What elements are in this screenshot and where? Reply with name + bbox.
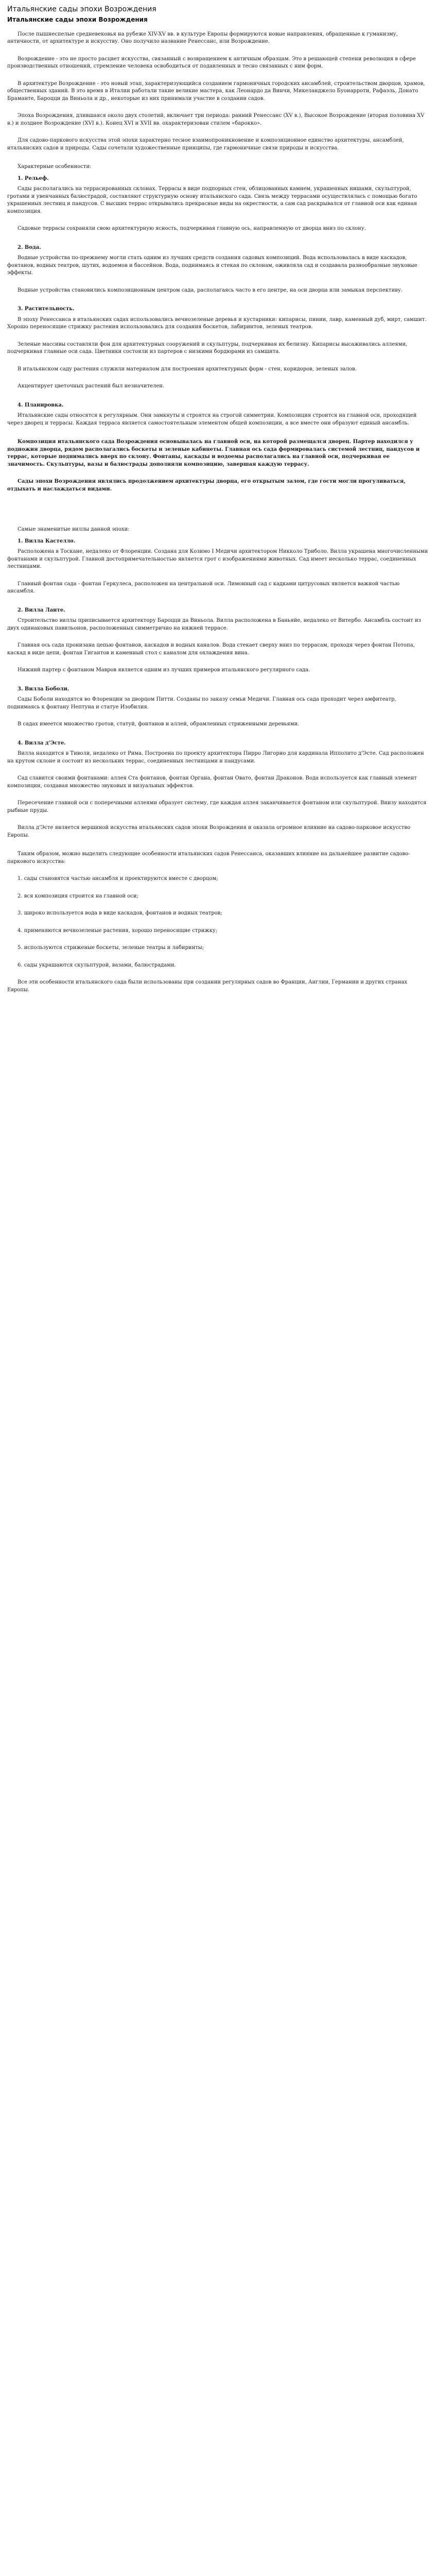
section-paragraph: Сады эпохи Возрождения являлись продолжением архитектуры дворца, его открытым залом, где гости могли прогуливаться, отдыхать и наслаждаться видами. [7, 479, 406, 492]
section-paragraph: В итальянском саду растения служили материалом для построения архитектурных форм - стен, коридоров, зеленых залов. [18, 366, 357, 372]
section-paragraph: Акцентирует цветочных растений был незначителен. [18, 383, 165, 389]
conclusion-item: 5. используются стриженые боскеты, зеленые театры и лабиринты; [18, 945, 204, 951]
section-paragraph: Садовые террасы сохраняли свою архитектурную ясность, подчеркивая главную ось, направленную от дворца вниз по склону. [18, 226, 366, 232]
section-relief [7, 175, 429, 233]
document-subtitle: Итальянские сады эпохи Возрождения [7, 16, 148, 24]
document-title: Итальянские сады эпохи Возрождения [7, 5, 156, 13]
villa-lante [7, 607, 429, 674]
final-paragraph: Все эти особенности итальянского сада были использованы при создании регулярных садов во Франции, Англии, Германии и других странах Европы. [7, 979, 408, 993]
intro-paragraph: Возрождение - это не просто расцвет искусства, связанный с возвращением к античным образцам. Это в решающей степени революция в сфере производственных отношений, стремление человека освободиться от подавленных и тесно связанных с ним форм. [7, 56, 416, 70]
section-composition [7, 438, 429, 493]
section-paragraph: В эпоху Ренессанса в итальянских садах использовались вечнозеленые деревья и кустарники: кипарисы, пинии, лавр, каменный дуб, мирт, самшит. Хорошо переносящие стрижку растения использовались для создания боскетов, лабиринтов, зеленых театров. [7, 316, 427, 330]
features-heading: Характерные особенности: [18, 164, 92, 170]
section-paragraph: Итальянские сады относятся к регулярным. Они замкнуты и строятся на строгой симметрии. Композиция строится на главной оси, проходящей через дворец и террасы. Каждая терраса является самостоятельным элементом общей композиции, а все вместе они образуют единый ансамбль. [7, 413, 417, 426]
villa-paragraph: Расположена в Тоскане, недалеко от Флоренции. Создана для Козимо I Медичи архитектором Никколо Триболо. Вилла украшена многочисленными фонтанами и скульптурой. Главной достопримечательностью является грот с изображениями животных. Сад имеет несколько террас, соединенных лестницами. [7, 549, 428, 570]
villa-paragraph: Главный фонтан сада - фонтан Геркулеса, расположен на центральной оси. Лимонный сад с кадками цитрусовых является важной частью ансамбля. [7, 581, 400, 595]
villa-paragraph: Вилла находится в Тиволи, недалеко от Рима. Построена по проекту архитектора Пирро Лигорио для кардинала Ипполито д'Эсте. Сад расположен на крутом склоне и состоит из нескольких террас, соединенных лестницами и пандусами. [7, 751, 424, 764]
intro-paragraph: В архитектуре Возрождение - это новый этап, характеризующийся созданием гармоничных городских ансамблей, строительством дворцов, храмов, общественных зданий. В это время в Италии работали такие великие мастера, как Леонардо да Винчи, Микеланджело Буонарроти, Рафаэль, Донато Браманте, Бароцци да Виньола и др., некоторые из них принимали участие в создании садов. [7, 80, 425, 101]
section-paragraph: Сады располагались на террасированных склонах. Террасы в виде подпорных стен, облицованных камнем, украшенных нишами, скульптурой, гротами и увенчанных балюстрадой, составляют структурную основу итальянского сада. Связь между террасами осуществлялась с помощью богато украшенных лестниц и пандусов. С высших террас открывались прекрасные виды на окрестности, а сам сад раскрывался от главной оси как единая композиция. [7, 186, 417, 214]
villa-heading: 4. Вилла д'Эсте. [18, 740, 66, 746]
section-heading: 3. Растительность. [18, 306, 75, 312]
examples-heading: Самые знаменитые виллы данной эпохи: [18, 527, 130, 533]
villa-paragraph: Нижний партер с фонтаном Мавров является одним из лучших примеров итальянского регулярного сада. [18, 667, 310, 673]
villa-castello [7, 538, 429, 596]
conclusion-item: 6. сады украшаются скульптурой, вазами, балюстрадами. [18, 962, 176, 968]
villa-paragraph: Сад славится своими фонтанами: аллея Ста фонтанов, фонтан Органа, фонтан Овато, фонтан Драконов. Вода используется как главный элемент композиции, создавая множество звуковых и визуальных эффектов. [7, 775, 417, 789]
section-paragraph: Зеленые массивы составляли фон для архитектурных сооружений и скульптуры, подчеркивая их белизну. Кипарисы высаживались аллеями, подчеркивая главные оси сада. Цветники состояли из партеров с низкими бордюрами из самшита. [7, 341, 408, 355]
section-paragraph: Водные устройства по-прежнему могли стать одним из лучших средств создания садовых композиций. Вода использовалась в виде каскадов, фонтанов, водных театров, шутих, водоемов и бассейнов. Вода, поднимаясь и стекая по склонам, оживляла сад и создавала разнообразные звуковые эффекты. [7, 255, 417, 276]
villa-paragraph: Главная ось сада пронизана цепью фонтанов, каскадов и водных каналов. Вода стекает сверху вниз по террасам, проходя через фонтан Потопа, каскад в виде цепи, фонтан Гигантов и каменный стол с каналом для охлаждения вина. [7, 642, 415, 656]
section-water [7, 244, 429, 295]
section-paragraph: Композиция итальянского сада Возрождения основывалась на главной оси, на которой размещался дворец. Партер находился у подножия дворца, рядом располагались боскеты и зеленые кабинеты. Главная ось сада формировалась системой лестниц, пандусов и террас, которые поднимались вверх по склону. Фонтаны, каскады и водоемы располагались на главной оси, подчеркивая ее значимость. Скульптуры, вазы и балюстрады дополняли композицию, завершая каждую террасу. [7, 439, 420, 467]
villa-paragraph: Пересечение главной оси с поперечными аллеями образует систему, где каждая аллея заканчивается фонтаном или скульптурой. Внизу находятся рыбные пруды. [7, 800, 427, 814]
villa-paragraph: Сады Боболи находятся во Флоренции за дворцом Питти. Созданы по заказу семьи Медичи. Главная ось сада проходит через амфитеатр, поднимаясь к фонтану Нептуна и статуе Изобилия. [7, 697, 396, 710]
conclusion-heading: Таким образом, можно выделить следующие особенности итальянских садов Ренессанса, оказавших влияние на дальнейшее развитие садово-паркового искусства: [7, 851, 410, 865]
section-paragraph: Водные устройства становились композиционным центром сада, располагаясь часто в его центре, на оси дворца или замыкая перспективу. [18, 287, 403, 293]
intro-section [7, 31, 429, 152]
villa-heading: 2. Вилла Ланте. [18, 607, 65, 613]
section-plants [7, 306, 429, 391]
villa-heading: 1. Вилла Кастелло. [18, 538, 76, 544]
conclusion-item: 3. широко используется вода в виде каскадов, фонтанов и водных театров; [18, 910, 222, 917]
conclusion-section [7, 851, 429, 994]
section-heading: 4. Планировка. [18, 402, 64, 408]
villa-deste [7, 740, 429, 840]
section-heading: 1. Рельеф. [18, 175, 49, 181]
section-layout [7, 402, 429, 428]
villa-paragraph: В садах имеется множество гротов, статуй, фонтанов и аллей, обрамленных стриженными деревьями. [18, 721, 300, 727]
intro-paragraph: После пышнеспелые средневековья на рубеже XIV-XV вв. в культуре Европы формируются новые направления, обращенные к гуманизму, античности, от архитектуре и искусству. Оно получило название Ренессанс, или Возрождение. [7, 31, 398, 45]
conclusion-item: 4. применяются вечнозеленые растения, хорошо переносящие стрижку; [18, 927, 218, 934]
intro-paragraph: Эпоха Возрождения, длившаяся около двух столетий, включает три периода: ранний Ренессанс (XV в.), Высокое Возрождение (вторая половина XV в.) и позднее Возрождение (XVI в.). Конец XVI и XVII вв. охарактеризован стилем «барокко». [7, 113, 425, 126]
villa-paragraph: Строительство виллы приписывается архитектору Бароцци да Виньола. Вилла расположена в Баньяйе, недалеко от Витербо. Ансамбль состоит из двух одинаковых павильонов, расположенных симметрично на нижней террасе. [7, 618, 421, 631]
intro-paragraph: Для садово-паркового искусства этой эпохи характерно тесное взаимопроникновение и композиционное единство архитектуры, ансамблей, итальянских садов и природы. Сады сочетали художественные принципы, где гармоничные связи природы и искусства. [7, 138, 404, 151]
conclusion-item: 2. вся композиция строится на главной оси; [18, 893, 138, 899]
villa-boboli [7, 686, 429, 728]
villa-heading: 3. Вилла Боболи. [18, 686, 69, 692]
conclusion-item: 1. сады становятся частью ансамбля и проектируются вместе с дворцом; [18, 876, 218, 882]
villa-paragraph: Вилла д'Эсте является вершиной искусства итальянских садов эпохи Возрождения и оказала огромное влияние на садово-парковое искусство Европы. [7, 825, 411, 838]
document-page [0, 0, 436, 1021]
section-heading: 2. Вода. [18, 244, 41, 250]
